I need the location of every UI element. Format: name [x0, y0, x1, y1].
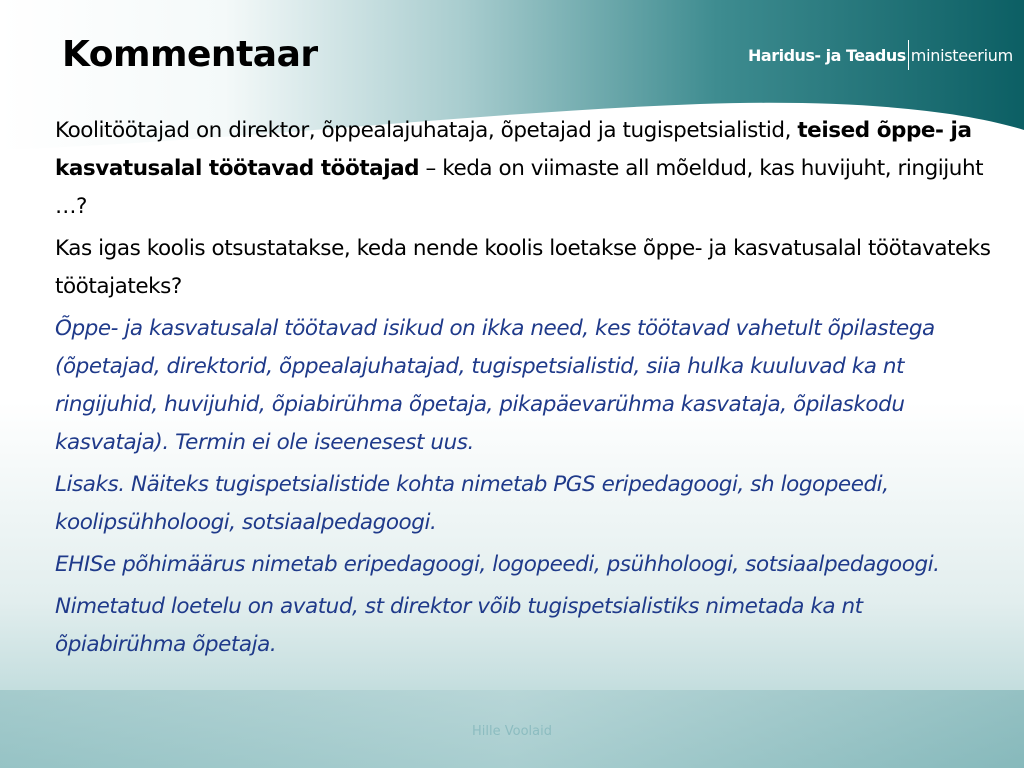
- paragraph-5: EHISe põhimäärus nimetab eripedagoogi, logopeedi, psühholoogi, sotsiaalpedagoogi.: [55, 552, 940, 577]
- paragraph-1-intro: Koolitöötajad on direktor, õppealajuhataja, õpetajad ja tugispetsialistid,: [55, 118, 798, 143]
- paragraph-3: Õppe- ja kasvatusalal töötavad isikud on ikka need, kes töötavad vahetult õpilastega (õpetajad, direktorid, õppealajuhatajad, tugispetsialistid, siia hulka kuuluvad ka nt ringijuhid, huvijuhid, õpiabirühma õpetaja, pikapäevarühma kasvataja, õpilaskodu kasvataja). Termin ei ole iseenesest uus.: [55, 316, 935, 455]
- paragraph-2: Kas igas koolis otsustatakse, keda nende koolis loetakse õppe- ja kasvatusalal töötavateks töötajateks?: [55, 236, 991, 299]
- slide-footer: Hille Voolaid: [472, 724, 552, 739]
- slide-content: [55, 112, 995, 668]
- logo-text-bold: Haridus- ja Teadus: [748, 45, 906, 65]
- ministry-logo: [748, 40, 1013, 70]
- paragraph-4: Lisaks. Näiteks tugispetsialistide kohta nimetab PGS eripedagoogi, sh logopeedi, koolipsühholoogi, sotsiaalpedagoogi.: [55, 472, 889, 535]
- paragraph-1-emphasis: teised õppe- ja kasvatusalal töötavad töötajad: [55, 118, 972, 181]
- paragraph-6: Nimetatud loetelu on avatud, st direktor võib tugispetsialistiks nimetada ka nt õpiabirühma õpetaja.: [55, 594, 863, 657]
- logo-text-light: ministeerium: [910, 45, 1013, 65]
- paragraph-1-end: – keda on viimaste all mõeldud, kas huvijuht, ringijuht …?: [55, 156, 984, 219]
- logo-divider: [908, 40, 909, 70]
- paragraph-1: [55, 112, 995, 226]
- slide-title: Kommentaar: [62, 34, 318, 75]
